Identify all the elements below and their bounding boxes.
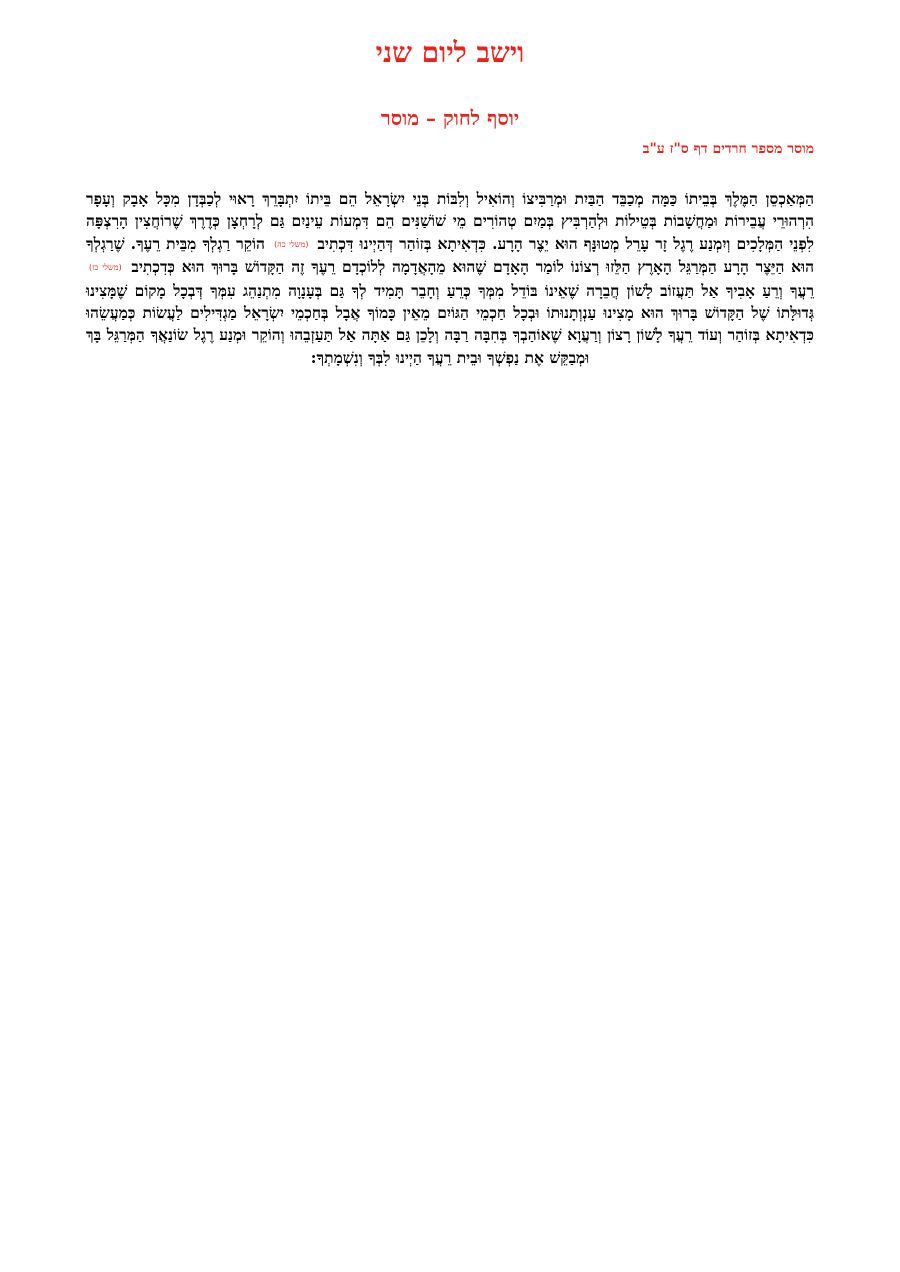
body-segment: הוֹקֵר רַגְלְךָ מִבֵּית רֵעֶךָ. שֶׁרַגְלְךָ הוּא הַיֵּצֶר הָרָע הַמְּרַגֵּל הָאָרֶץ הַלֵּזוּ רְצוֹנוֹ לוֹמַר הָאָדָם שֶׁהוּא מֵהָאֲדָמָה לְלוֹכְדָם רֵעֶךָ זֶה הַקָּדוֹשׁ בָּרוּךְ הוּא כְּדִכְתִיב: [86, 233, 814, 277]
body-segment: הַמְּאַכְסֵן הַמֶּלֶךְ בְּבֵיתוֹ כַּמָּה מְכַבֵּד הַבַּיִת וּמְרַבִּיצוֹ וְהוֹאִיל וְלִבּוֹת בְּנֵי יִשְׂרָאֵל הֵם בֵּיתוֹ יִתְבָּרֵךְ רָאוּי לְכַבְּדָן מִכָּל אָבָק וְעָפָר הִרְהוּרֵי עֲבֵירוֹת וּמַחֲשָׁבוֹת בְּטֵילוֹת וּלְהַרְבִּיץ בְּמַיִם טְהוֹרִים מֵי שׁוֹשַׁנִּים הֵם דִּמְעוֹת עֵינַיִם גַּם לְרָחְצָן כְּדֶרֶךְ שֶׁרוֹחֲצִין הָרִצְפָּה לִפְנֵי הַמְּלָכִים וְיִמְנַע רֶגֶל זָר עָרֵל מְטוּנָּף הוּא יֵצֶר הָרָע. כִּדְאִיתָא בְּזוֹהַר דְּהַיְינוּ דִּכְתִיב: [86, 189, 815, 253]
body-paragraph: [86, 188, 814, 369]
page-subtitle: יוסף לחוק – מוסר: [380, 106, 520, 130]
verse-reference: (משלי כה): [274, 239, 309, 249]
page-title: וישב ליום שני: [375, 36, 525, 69]
source-citation: מוסר מספר חרדים דף ס"ז ע"ב: [642, 141, 814, 157]
verse-reference: (משלי כז): [89, 263, 122, 273]
body-segment: רֵעֲךָ וְרֵעַ אָבִיךָ אַל תַּעֲזוֹב לָשׁוֹן חֲבֵרָה שֶׁאֵינוֹ בּוֹדֵל מִמְּךָ כְּרֵעַ וְחָבֵר תָּמִיד לְךָ גַּם בְּעָנָוָה מִתְנַהֵג עִמְּךָ דְּבְכָל מָקוֹם שֶׁמָּצִינוּ גְּדוּלָּתוֹ שֶׁל הַקָּדוֹשׁ בָּרוּךְ הוּא מָצִינוּ עַנְוְתָנוּתוֹ וּבְכָל חַכְמֵי הַגּוֹיִם מֵאֵין כָּמוֹךָ אֲבָל בְּחַכְמֵי יִשְׂרָאֵל מַגְדִּילִים לַעֲשׂוֹת כְּמַעֲשֵׂהוּ כִּדְאִיתָא בְּזוֹהַר וְעוֹד רֵעֲךָ לָשׁוֹן רָצוֹן וְרַעֲוָא שֶׁאוֹהַבְךָ בְּחִבָּה רַבָּה וְלָכֵן גַּם אַתָּה אַל תַּעַזְבֵהוּ וְהוֹקֵר וּמְנַע רֶגֶל שׂוֹנַאֲךָ הַמְּרַגֵּל בָּךְ וּמְבַקֵּשׁ אֶת נַפְשְׁךָ וּבֵית רֵעֲךָ הַיְינוּ לִבְּךָ וְנִשְׁמָתְךָ:: [86, 280, 814, 367]
